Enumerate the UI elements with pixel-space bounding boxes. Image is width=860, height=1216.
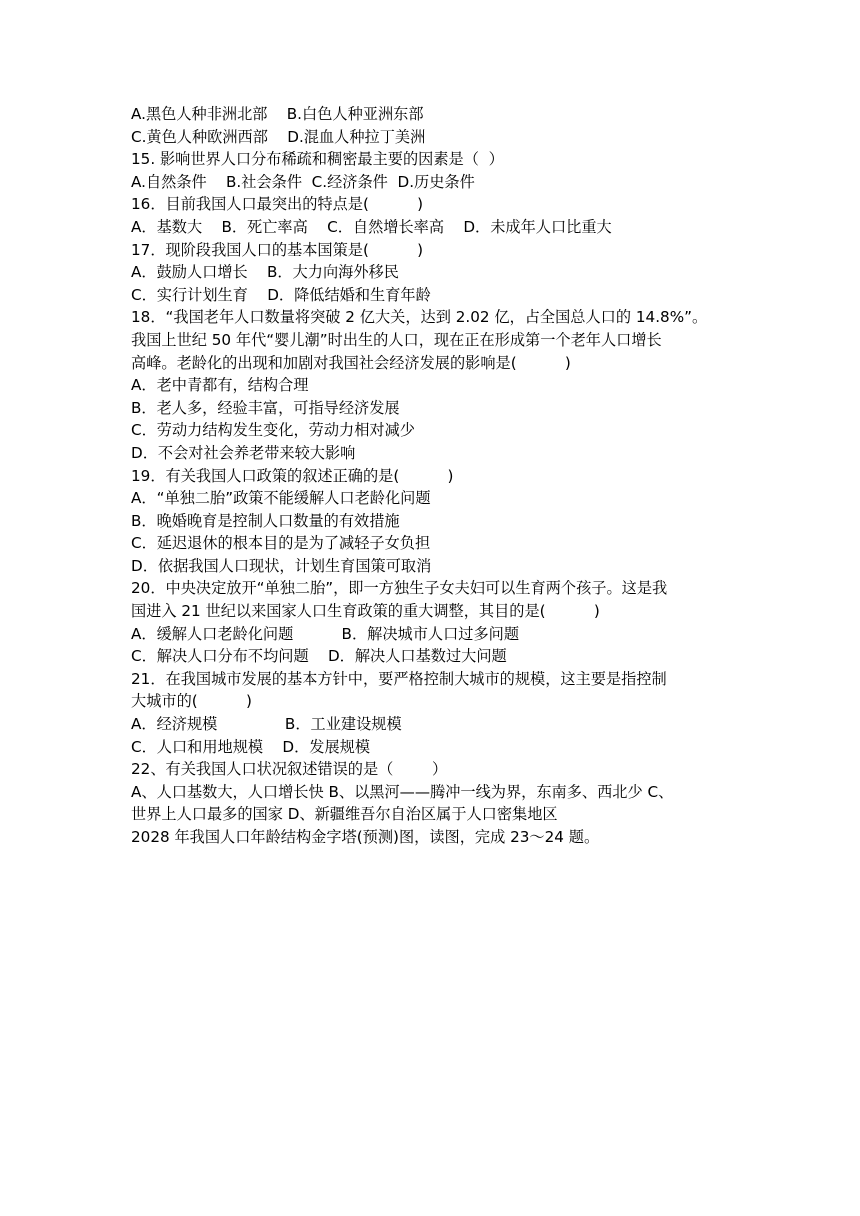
q21-stem-line2: 大城市的( ) xyxy=(131,692,252,711)
q18-stem-line2: 我国上世纪 50 年代“婴儿潮”时出生的人口，现在正在形成第一个老年人口增长 xyxy=(131,330,662,349)
q23-24-intro: 2028 年我国人口年龄结构金字塔(预测)图，读图，完成 23～24 题。 xyxy=(131,828,600,846)
q20-options-ab: A．缓解人口老龄化问题 B．解决城市人口过多问题 xyxy=(131,624,520,643)
q18-stem-line3: 高峰。老龄化的出现和加剧对我国社会经济发展的影响是( ) xyxy=(131,353,571,372)
q18-stem-line1: 18．“我国老年人口数量将突破 2 亿大关，达到 2.02 亿，占全国总人口的 14.8%”。 xyxy=(131,308,708,327)
q22-options-line1: A、人口基数大，人口增长快 B、以黑河——腾冲一线为界，东南多、西北少 C、 xyxy=(131,782,674,801)
q17-options-ab: A．鼓励人口增长 B．大力向海外移民 xyxy=(131,263,399,282)
q22-stem: 22、有关我国人口状况叙述错误的是（ ） xyxy=(131,760,448,779)
question-text-block xyxy=(131,103,741,849)
q21-options-cd: C．人口和用地规模 D．发展规模 xyxy=(131,737,371,756)
q19-option-c: C．延迟退休的根本目的是为了减轻子女负担 xyxy=(131,534,431,553)
q21-stem-line1: 21．在我国城市发展的基本方针中，要严格控制大城市的规模，这主要是指控制 xyxy=(131,669,667,688)
q15-options: A.自然条件 B.社会条件 C.经济条件 D.历史条件 xyxy=(131,172,475,191)
q17-stem: 17．现阶段我国人口的基本国策是( ) xyxy=(131,240,424,259)
q14-options-ab: A.黑色人种非洲北部 B.白色人种亚洲东部 xyxy=(131,105,424,123)
q19-stem: 19．有关我国人口政策的叙述正确的是( ) xyxy=(131,466,454,485)
q14-options-cd: C.黄色人种欧洲西部 D.混血人种拉丁美洲 xyxy=(131,127,426,146)
q18-option-c: C．劳动力结构发生变化，劳动力相对减少 xyxy=(131,421,415,440)
q17-options-cd: C．实行计划生育 D．降低结婚和生育年龄 xyxy=(131,285,431,304)
q19-option-d: D．依据我国人口现状，计划生育国策可取消 xyxy=(131,556,432,575)
q18-option-d: D．不会对社会养老带来较大影响 xyxy=(131,443,356,462)
q15-stem: 15. 影响世界人口分布稀疏和稠密最主要的因素是（ ） xyxy=(131,150,504,169)
q16-stem: 16．目前我国人口最突出的特点是( ) xyxy=(131,195,424,214)
q18-option-b: B．老人多，经验丰富，可指导经济发展 xyxy=(131,398,400,417)
q19-option-a: A．“单独二胎”政策不能缓解人口老龄化问题 xyxy=(131,489,431,508)
q20-options-cd: C．解决人口分布不均问题 D．解决人口基数过大问题 xyxy=(131,647,507,666)
q16-options: A．基数大 B．死亡率高 C．自然增长率高 D．未成年人口比重大 xyxy=(131,217,612,236)
q20-stem-line1: 20．中央决定放开“单独二胎”，即一方独生子女夫妇可以生育两个孩子。这是我 xyxy=(131,579,668,598)
q19-option-b: B．晚婚晚育是控制人口数量的有效措施 xyxy=(131,511,400,530)
q22-options-line2: 世界上人口最多的国家 D、新疆维吾尔自治区属于人口密集地区 xyxy=(131,805,558,824)
q18-option-a: A．老中青都有，结构合理 xyxy=(131,376,309,395)
q21-options-ab: A．经济规模 B．工业建设规模 xyxy=(131,715,402,734)
q20-stem-line2: 国进入 21 世纪以来国家人口生育政策的重大调整，其目的是( ) xyxy=(131,602,600,621)
